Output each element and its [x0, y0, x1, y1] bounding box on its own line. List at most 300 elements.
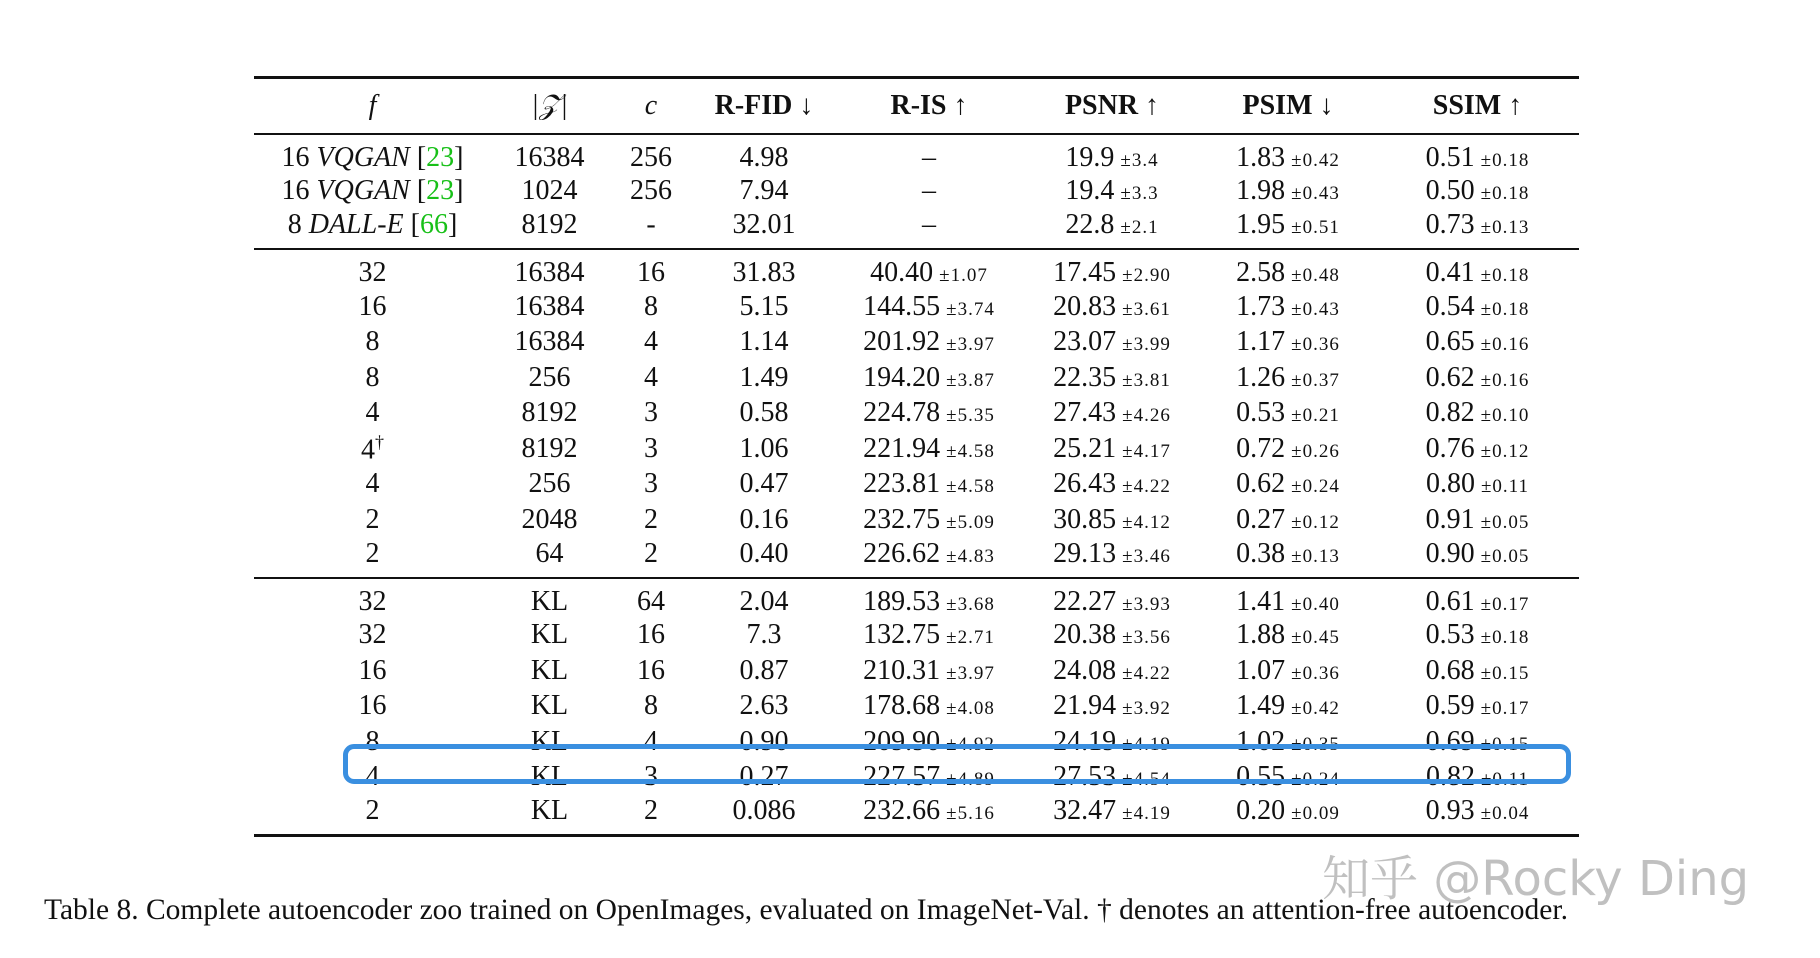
cell-codebook-size: 16384 — [514, 290, 585, 322]
psim-std: ±0.42 — [1291, 149, 1340, 171]
cell-psnr — [1024, 502, 1200, 538]
cell-psim — [1200, 578, 1376, 618]
cell-psnr — [1024, 760, 1200, 796]
f-value: 8 — [365, 326, 380, 358]
table-row — [254, 502, 1579, 538]
f-value: 2 — [365, 537, 380, 569]
table-caption: Table 8. Complete autoencoder zoo trained on OpenImages, evaluated on ImageNet-Val. † denotes an attention-free autoencoder. — [44, 894, 1568, 926]
cell-channels: 16 — [637, 619, 665, 651]
psnr-std: ±3.4 — [1120, 149, 1159, 171]
psim-value: 0.38 — [1236, 537, 1286, 569]
psnr-std: ±3.93 — [1122, 593, 1171, 615]
cell-psnr — [1024, 325, 1200, 361]
ris-std: ±4.58 — [946, 476, 995, 498]
psim-std: ±0.43 — [1291, 298, 1340, 320]
cell-codebook-size: KL — [530, 795, 569, 826]
table-row — [254, 396, 1579, 432]
cell-ssim — [1376, 760, 1579, 796]
cell-channels: 256 — [630, 141, 672, 173]
cell-rfid: 0.16 — [739, 503, 789, 535]
psim-std: ±0.13 — [1291, 545, 1340, 567]
cell-ris — [834, 249, 1024, 289]
cell-ssim — [1376, 653, 1579, 689]
table-row — [254, 618, 1579, 654]
ris-value: – — [922, 209, 936, 240]
cell-codebook-size: KL — [530, 690, 569, 722]
header-f: f — [254, 78, 491, 134]
psnr-std: ±4.54 — [1122, 769, 1171, 791]
cell-channels: 16 — [608, 249, 694, 289]
cell-psim — [1200, 209, 1376, 249]
cell-ris — [834, 134, 1024, 174]
cell-channels: 8 — [644, 690, 658, 722]
table-group-kl — [254, 578, 1579, 836]
table-row — [254, 467, 1579, 503]
psnr-std: ±4.26 — [1122, 405, 1171, 427]
cell-ssim — [1376, 502, 1579, 538]
ssim-std: ±0.10 — [1480, 405, 1530, 427]
citation-link: 23 — [426, 175, 455, 207]
psnr-value: 27.43 — [1053, 397, 1117, 429]
psim-value: 2.58 — [1236, 257, 1286, 288]
f-value: 32 — [358, 257, 387, 288]
ris-std: ±4.58 — [946, 440, 995, 462]
citation-link: 66 — [419, 209, 448, 240]
f-value: 16 — [358, 654, 387, 686]
ris-value: 232.75 — [863, 503, 941, 535]
cell-channels: 3 — [644, 468, 658, 500]
psim-std: ±0.45 — [1291, 627, 1340, 649]
psnr-value: 20.38 — [1053, 619, 1117, 651]
psnr-value: 22.35 — [1053, 361, 1117, 393]
f-value: 8 — [365, 725, 380, 757]
f-value: 16 — [281, 175, 310, 207]
ris-value: 201.92 — [863, 326, 941, 358]
model-name: DALL-E — [308, 209, 404, 240]
ris-std: ±3.97 — [946, 662, 995, 684]
psnr-value: 17.45 — [1053, 257, 1117, 288]
f-value: 32 — [358, 585, 387, 617]
f-value: 4 — [365, 468, 380, 500]
cell-psim — [1200, 396, 1376, 432]
cell-psim — [1200, 760, 1376, 796]
ris-std: ±3.87 — [946, 369, 995, 391]
table-row — [254, 578, 1579, 618]
cell-rfid: 2.04 — [694, 578, 834, 618]
cell-ris — [834, 209, 1024, 249]
table-row — [254, 689, 1579, 725]
cell-codebook-size: 256 — [528, 361, 571, 393]
ris-std: ±4.83 — [946, 545, 995, 567]
cell-ssim — [1376, 724, 1579, 760]
ssim-std: ±0.18 — [1480, 265, 1530, 286]
ris-value: 189.53 — [863, 585, 941, 617]
cell-psnr — [1024, 174, 1200, 210]
header-psnr: PSNR ↑ — [1024, 78, 1200, 134]
header-codebook-size: |𝒵| — [491, 78, 608, 134]
psim-std: ±0.51 — [1291, 217, 1340, 238]
cell-channels: 4 — [644, 326, 658, 358]
ssim-value: 0.82 — [1425, 397, 1475, 429]
cell-f — [254, 724, 491, 760]
results-table-container — [254, 76, 1579, 837]
header-channels: c — [608, 78, 694, 134]
cell-rfid: 7.3 — [746, 619, 782, 651]
psnr-value: 22.27 — [1053, 585, 1117, 617]
cell-codebook-size: 16384 — [491, 249, 608, 289]
cell-f — [254, 467, 491, 503]
psim-value: 1.95 — [1236, 209, 1286, 240]
cell-psim — [1200, 249, 1376, 289]
psnr-std: ±4.19 — [1122, 733, 1171, 755]
ris-value: 209.90 — [863, 725, 941, 757]
ssim-value: 0.51 — [1425, 141, 1475, 173]
cell-ssim — [1376, 396, 1579, 432]
cell-channels: 4 — [644, 725, 658, 757]
cell-channels: - — [646, 209, 656, 240]
ssim-value: 0.59 — [1425, 690, 1475, 722]
cell-psim — [1200, 467, 1376, 503]
ris-value: 144.55 — [863, 290, 941, 322]
psim-std: ±0.48 — [1291, 265, 1340, 286]
ssim-value: 0.41 — [1425, 257, 1475, 288]
psim-value: 1.73 — [1236, 290, 1286, 322]
ris-value: 227.57 — [863, 761, 941, 793]
cell-ssim — [1376, 689, 1579, 725]
psnr-std: ±3.56 — [1122, 627, 1171, 649]
header-rfid: R-FID ↓ — [694, 78, 834, 134]
cell-codebook-size: 8192 — [521, 432, 578, 464]
cell-ris — [834, 325, 1024, 361]
ris-value: 178.68 — [863, 690, 941, 722]
table-row — [254, 325, 1579, 361]
table-row — [254, 134, 1579, 174]
cell-ris — [834, 795, 1024, 836]
ssim-value: 0.69 — [1425, 725, 1475, 757]
cell-codebook-size: 16384 — [514, 141, 585, 173]
cell-channels: 3 — [644, 397, 658, 429]
cell-rfid: 5.15 — [739, 290, 789, 322]
psnr-value: 27.53 — [1053, 761, 1117, 793]
ris-value: – — [922, 141, 936, 173]
ssim-std: ±0.11 — [1481, 769, 1529, 791]
ris-std: ±5.16 — [946, 803, 995, 824]
ris-std: ±5.09 — [946, 511, 995, 533]
ris-value: 226.62 — [863, 537, 941, 569]
cell-ssim — [1376, 360, 1579, 396]
cell-ris — [834, 396, 1024, 432]
ris-std: ±4.89 — [946, 769, 995, 791]
dagger-mark: † — [375, 431, 384, 452]
cell-codebook-size: KL — [530, 654, 569, 686]
psnr-std: ±4.22 — [1122, 476, 1171, 498]
cell-psnr — [1024, 724, 1200, 760]
cell-ssim — [1376, 618, 1579, 654]
cell-psim — [1200, 134, 1376, 174]
cell-codebook-size: 1024 — [521, 175, 578, 207]
ris-std: ±3.68 — [946, 593, 995, 615]
cell-psnr — [1024, 431, 1200, 467]
cell-ris — [834, 467, 1024, 503]
ris-std: ±3.97 — [946, 334, 995, 356]
cell-rfid: 4.98 — [739, 141, 789, 173]
psnr-std: ±3.3 — [1120, 183, 1159, 205]
ssim-std: ±0.04 — [1480, 803, 1530, 824]
ssim-std: ±0.13 — [1480, 217, 1530, 238]
psim-value: 0.55 — [1236, 761, 1286, 793]
cell-rfid: 1.49 — [739, 361, 789, 393]
cell-f: 8 DALL-E [66] — [287, 209, 458, 240]
ssim-value: 0.93 — [1425, 795, 1475, 826]
psnr-std: ±4.17 — [1122, 440, 1171, 462]
ssim-value: 0.65 — [1425, 326, 1475, 358]
header-ssim: SSIM ↑ — [1376, 78, 1579, 134]
table-row — [254, 360, 1579, 396]
header-psim: PSIM ↓ — [1200, 78, 1376, 134]
f-value: 2 — [365, 795, 380, 826]
cell-ris — [834, 578, 1024, 618]
psim-value: 1.02 — [1236, 725, 1286, 757]
model-name: VQGAN — [316, 175, 410, 207]
ris-value: 224.78 — [863, 397, 941, 429]
psnr-value: 30.85 — [1053, 503, 1117, 535]
psim-value: 1.41 — [1236, 585, 1286, 617]
psim-std: ±0.24 — [1291, 476, 1340, 498]
cell-rfid: 7.94 — [739, 175, 789, 207]
psim-std: ±0.36 — [1291, 334, 1340, 356]
table-row — [254, 653, 1579, 689]
cell-ris — [834, 289, 1024, 325]
psnr-std: ±3.61 — [1122, 298, 1171, 320]
table-row — [254, 249, 1579, 289]
ris-value: 210.31 — [863, 654, 941, 686]
cell-rfid: 32.01 — [732, 209, 796, 240]
cell-codebook-size: 16384 — [514, 326, 585, 358]
psnr-std: ±3.81 — [1122, 369, 1171, 391]
table-row — [254, 538, 1579, 578]
cell-psim — [1200, 795, 1376, 836]
cell-psnr — [1024, 689, 1200, 725]
cell-ris — [834, 689, 1024, 725]
psnr-value: 20.83 — [1053, 290, 1117, 322]
ssim-value: 0.54 — [1425, 290, 1475, 322]
cell-psnr — [1024, 249, 1200, 289]
table-row — [254, 174, 1579, 210]
ris-std: ±5.35 — [946, 405, 995, 427]
table-header — [254, 78, 1579, 134]
f-value: 4 — [365, 397, 380, 429]
cell-codebook-size: 2048 — [521, 503, 578, 535]
cell-ris — [834, 724, 1024, 760]
ssim-std: ±0.16 — [1480, 369, 1530, 391]
cell-f — [254, 289, 491, 325]
cell-psnr — [1024, 209, 1200, 249]
psnr-std: ±4.19 — [1122, 803, 1171, 824]
psnr-value: 19.9 — [1065, 141, 1115, 173]
cell-ris — [834, 538, 1024, 578]
f-value: 8 — [365, 361, 380, 393]
psnr-value: 29.13 — [1053, 537, 1117, 569]
psnr-value: 24.08 — [1053, 654, 1117, 686]
ssim-std: ±0.15 — [1480, 662, 1530, 684]
psim-value: 1.26 — [1236, 361, 1286, 393]
cell-psnr — [1024, 618, 1200, 654]
ris-std: ±2.71 — [946, 627, 995, 649]
ssim-std: ±0.17 — [1480, 593, 1530, 615]
cell-codebook-size: 8192 — [521, 209, 578, 240]
cell-psnr — [1024, 289, 1200, 325]
cell-psnr — [1024, 360, 1200, 396]
ris-value: 232.66 — [863, 795, 941, 826]
table-row — [254, 724, 1579, 760]
cell-rfid: 0.27 — [739, 761, 789, 793]
cell-psim — [1200, 360, 1376, 396]
ssim-std: ±0.16 — [1480, 334, 1530, 356]
cell-ris — [834, 431, 1024, 467]
psim-std: ±0.43 — [1291, 183, 1340, 205]
citation-link: 23 — [426, 141, 455, 173]
cell-codebook-size: 64 — [535, 537, 564, 569]
cell-ris — [834, 760, 1024, 796]
cell-ris — [834, 618, 1024, 654]
ris-std: ±4.08 — [946, 698, 995, 720]
cell-rfid: 31.83 — [694, 249, 834, 289]
psnr-value: 21.94 — [1053, 690, 1117, 722]
cell-f — [254, 249, 491, 289]
cell-f — [254, 618, 491, 654]
f-value: 4 — [361, 433, 375, 465]
ris-value: 40.40 — [870, 257, 934, 288]
cell-rfid: 0.87 — [739, 654, 789, 686]
cell-codebook-size: KL — [530, 725, 569, 757]
cell-channels: 256 — [630, 175, 672, 207]
psim-value: 0.27 — [1236, 503, 1286, 535]
psim-std: ±0.21 — [1291, 405, 1340, 427]
cell-psnr — [1024, 578, 1200, 618]
ssim-value: 0.80 — [1426, 468, 1475, 500]
ssim-std: ±0.05 — [1480, 511, 1530, 533]
psim-std: ±0.36 — [1291, 662, 1340, 684]
table-row — [254, 760, 1579, 796]
psim-std: ±0.26 — [1291, 440, 1340, 462]
cell-psim — [1200, 431, 1376, 467]
autoencoder-zoo-table — [254, 76, 1579, 837]
cell-psim — [1200, 689, 1376, 725]
psnr-value: 32.47 — [1053, 795, 1117, 826]
cell-rfid: 1.06 — [739, 432, 789, 464]
cell-f — [254, 538, 491, 578]
cell-codebook-size: 8192 — [521, 397, 578, 429]
cell-ssim — [1376, 431, 1579, 467]
psnr-value: 25.21 — [1053, 432, 1117, 464]
cell-psim — [1200, 538, 1376, 578]
cell-f — [254, 760, 491, 796]
psnr-std: ±3.99 — [1122, 334, 1171, 356]
cell-ssim — [1376, 467, 1579, 503]
cell-channels: 8 — [644, 290, 658, 322]
cell-channels: 3 — [644, 432, 658, 464]
ris-value: 132.75 — [863, 619, 941, 651]
psim-std: ±0.09 — [1291, 803, 1340, 824]
cell-rfid: 0.90 — [739, 725, 789, 757]
ssim-value: 0.61 — [1425, 585, 1475, 617]
cell-codebook-size: 256 — [528, 468, 571, 500]
cell-f — [254, 578, 491, 618]
psim-value: 1.49 — [1236, 690, 1286, 722]
cell-channels: 3 — [644, 761, 658, 793]
cell-ssim — [1376, 209, 1579, 249]
cell-psnr — [1024, 134, 1200, 174]
ris-std: ±4.92 — [946, 733, 995, 755]
ssim-std: ±0.18 — [1480, 149, 1530, 171]
ris-value: 194.20 — [863, 361, 941, 393]
cell-ssim — [1376, 578, 1579, 618]
ris-value: 223.81 — [863, 468, 941, 500]
watermark: 知乎 @Rocky Ding — [1322, 851, 1750, 907]
cell-f — [254, 360, 491, 396]
psim-value: 0.20 — [1236, 795, 1286, 826]
cell-ris — [834, 502, 1024, 538]
psnr-value: 22.8 — [1065, 209, 1115, 240]
f-value: 8 — [287, 209, 302, 240]
cell-ssim — [1376, 795, 1579, 836]
cell-ssim — [1376, 538, 1579, 578]
psim-std: ±0.42 — [1291, 698, 1340, 720]
ssim-value: 0.82 — [1426, 761, 1475, 793]
ssim-value: 0.90 — [1425, 537, 1475, 569]
cell-rfid: 0.58 — [739, 397, 789, 429]
psnr-std: ±3.46 — [1122, 545, 1171, 567]
cell-channels: 2 — [644, 503, 658, 535]
f-value: 32 — [358, 619, 387, 651]
table-group-vq — [254, 249, 1579, 578]
cell-psim — [1200, 502, 1376, 538]
cell-psnr — [1024, 538, 1200, 578]
ssim-value: 0.68 — [1425, 654, 1475, 686]
cell-f — [254, 653, 491, 689]
psnr-std: ±3.92 — [1122, 698, 1171, 720]
f-value: 16 — [281, 141, 310, 173]
f-value: 2 — [365, 503, 380, 535]
cell-rfid: 1.14 — [739, 326, 789, 358]
table-row — [254, 289, 1579, 325]
ssim-std: ±0.18 — [1480, 183, 1530, 205]
ris-value: – — [922, 175, 936, 207]
psnr-std: ±4.12 — [1122, 511, 1171, 533]
cell-psim — [1200, 289, 1376, 325]
ssim-std: ±0.17 — [1480, 698, 1530, 720]
cell-f: 16 VQGAN [23] — [281, 141, 464, 173]
ssim-std: ±0.18 — [1480, 627, 1530, 649]
ssim-std: ±0.11 — [1481, 476, 1529, 498]
cell-psim — [1200, 653, 1376, 689]
psnr-std: ±2.1 — [1120, 217, 1159, 238]
psim-value: 1.17 — [1236, 326, 1286, 358]
ris-std: ±1.07 — [939, 265, 988, 286]
psim-std: ±0.37 — [1291, 369, 1340, 391]
psim-value: 1.83 — [1236, 141, 1286, 173]
cell-channels: 4 — [644, 361, 658, 393]
cell-channels: 16 — [637, 654, 665, 686]
table-group-baselines — [254, 134, 1579, 250]
ssim-value: 0.50 — [1425, 175, 1475, 207]
header-ris: R-IS ↑ — [834, 78, 1024, 134]
psim-value: 0.53 — [1236, 397, 1286, 429]
psnr-value: 26.43 — [1053, 468, 1117, 500]
cell-ris — [834, 360, 1024, 396]
cell-codebook-size: KL — [530, 761, 569, 793]
psim-std: ±0.12 — [1291, 511, 1340, 533]
